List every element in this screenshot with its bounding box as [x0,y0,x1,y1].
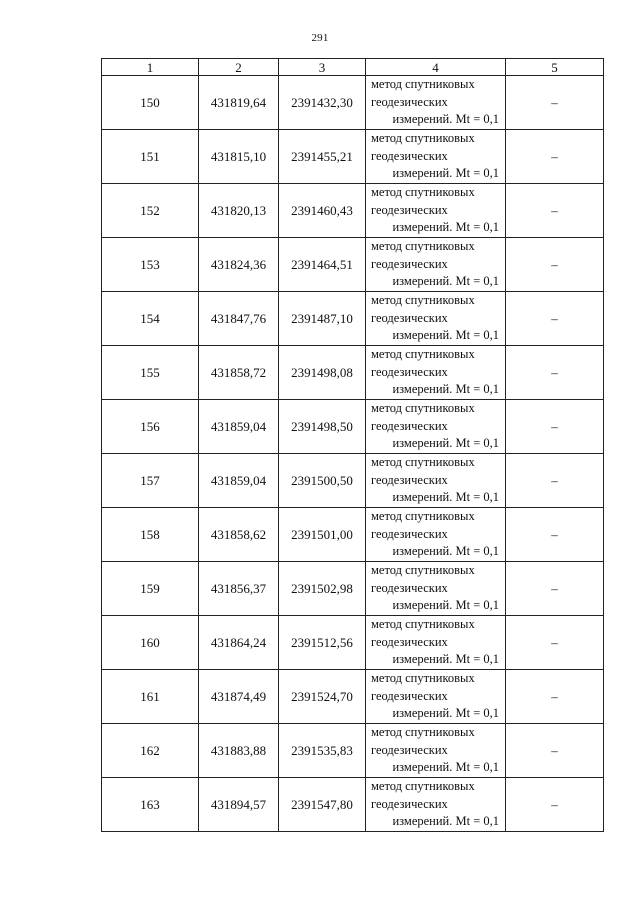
table-row [102,76,604,130]
note-cell: – [506,292,604,346]
table-header-row [102,59,604,76]
method-line-1: метод спутниковых [371,455,475,470]
note-cell: – [506,454,604,508]
method-line-2: геодезических [371,472,448,487]
table-row [102,238,604,292]
point-number-cell: 156 [102,400,199,454]
method-cell [366,724,506,778]
note-cell: – [506,76,604,130]
column-header-2: 2 [199,59,279,76]
method-cell [366,184,506,238]
method-cell [366,778,506,832]
method-line-1: метод спутниковых [371,617,475,632]
page-number: 291 [311,32,329,44]
method-line-2: геодезических [371,364,448,379]
method-line-2: геодезических [371,94,448,109]
method-cell [366,292,506,346]
point-number-cell: 153 [102,238,199,292]
method-line-3: измерений. Mt = 0,1 [392,544,499,559]
method-line-3: измерений. Mt = 0,1 [392,220,499,235]
coordinates-table [101,58,604,832]
method-line-3: измерений. Mt = 0,1 [392,706,499,721]
table-row [102,454,604,508]
x-coordinate-cell: 431824,36 [199,238,279,292]
y-coordinate-cell: 2391512,56 [279,616,366,670]
x-coordinate-cell: 431894,57 [199,778,279,832]
table-row [102,616,604,670]
y-coordinate-cell: 2391487,10 [279,292,366,346]
point-number-cell: 150 [102,76,199,130]
x-coordinate-cell: 431883,88 [199,724,279,778]
x-coordinate-cell: 431864,24 [199,616,279,670]
point-number-cell: 160 [102,616,199,670]
x-coordinate-cell: 431859,04 [199,454,279,508]
method-line-3: измерений. Mt = 0,1 [392,760,499,775]
x-coordinate-cell: 431874,49 [199,670,279,724]
note-cell: – [506,238,604,292]
method-line-1: метод спутниковых [371,347,475,362]
method-cell [366,670,506,724]
point-number-cell: 154 [102,292,199,346]
y-coordinate-cell: 2391501,00 [279,508,366,562]
method-line-1: метод спутниковых [371,77,475,92]
x-coordinate-cell: 431856,37 [199,562,279,616]
table-row [102,724,604,778]
y-coordinate-cell: 2391455,21 [279,130,366,184]
note-cell: – [506,670,604,724]
point-number-cell: 162 [102,724,199,778]
method-line-2: геодезических [371,202,448,217]
method-line-1: метод спутниковых [371,239,475,254]
note-cell: – [506,346,604,400]
note-cell: – [506,616,604,670]
table-row [102,400,604,454]
point-number-cell: 158 [102,508,199,562]
note-cell: – [506,724,604,778]
method-line-2: геодезических [371,148,448,163]
column-header-3: 3 [279,59,366,76]
point-number-cell: 157 [102,454,199,508]
note-cell: – [506,400,604,454]
method-line-2: геодезических [371,580,448,595]
method-line-1: метод спутниковых [371,725,475,740]
method-line-2: геодезических [371,418,448,433]
y-coordinate-cell: 2391500,50 [279,454,366,508]
table-row [102,508,604,562]
y-coordinate-cell: 2391535,83 [279,724,366,778]
point-number-cell: 159 [102,562,199,616]
y-coordinate-cell: 2391464,51 [279,238,366,292]
y-coordinate-cell: 2391498,50 [279,400,366,454]
table-row [102,292,604,346]
method-line-2: геодезических [371,634,448,649]
method-line-1: метод спутниковых [371,779,475,794]
method-cell [366,76,506,130]
point-number-cell: 163 [102,778,199,832]
method-cell [366,238,506,292]
method-line-1: метод спутниковых [371,563,475,578]
method-line-3: измерений. Mt = 0,1 [392,652,499,667]
point-number-cell: 155 [102,346,199,400]
point-number-cell: 161 [102,670,199,724]
method-line-3: измерений. Mt = 0,1 [392,814,499,829]
column-header-1: 1 [102,59,199,76]
method-line-1: метод спутниковых [371,509,475,524]
point-number-cell: 152 [102,184,199,238]
x-coordinate-cell: 431858,62 [199,508,279,562]
method-line-3: измерений. Mt = 0,1 [392,274,499,289]
method-cell [366,616,506,670]
method-cell [366,346,506,400]
table-row [102,562,604,616]
x-coordinate-cell: 431820,13 [199,184,279,238]
x-coordinate-cell: 431815,10 [199,130,279,184]
table-row [102,184,604,238]
method-line-1: метод спутниковых [371,185,475,200]
y-coordinate-cell: 2391524,70 [279,670,366,724]
table-row [102,778,604,832]
method-cell [366,400,506,454]
method-line-2: геодезических [371,742,448,757]
method-line-3: измерений. Mt = 0,1 [392,490,499,505]
method-line-3: измерений. Mt = 0,1 [392,112,499,127]
method-line-1: метод спутниковых [371,401,475,416]
method-line-3: измерений. Mt = 0,1 [392,166,499,181]
table-row [102,670,604,724]
y-coordinate-cell: 2391432,30 [279,76,366,130]
method-line-3: измерений. Mt = 0,1 [392,382,499,397]
table-body [102,59,604,832]
method-line-3: измерений. Mt = 0,1 [392,436,499,451]
note-cell: – [506,778,604,832]
x-coordinate-cell: 431859,04 [199,400,279,454]
x-coordinate-cell: 431858,72 [199,346,279,400]
method-line-1: метод спутниковых [371,671,475,686]
method-line-2: геодезических [371,310,448,325]
column-header-5: 5 [506,59,604,76]
x-coordinate-cell: 431847,76 [199,292,279,346]
note-cell: – [506,508,604,562]
method-cell [366,508,506,562]
point-number-cell: 151 [102,130,199,184]
note-cell: – [506,562,604,616]
y-coordinate-cell: 2391502,98 [279,562,366,616]
method-line-2: геодезических [371,526,448,541]
y-coordinate-cell: 2391498,08 [279,346,366,400]
x-coordinate-cell: 431819,64 [199,76,279,130]
method-line-2: геодезических [371,688,448,703]
column-header-4: 4 [366,59,506,76]
method-cell [366,562,506,616]
method-line-3: измерений. Mt = 0,1 [392,598,499,613]
y-coordinate-cell: 2391460,43 [279,184,366,238]
method-line-2: геодезических [371,256,448,271]
method-line-1: метод спутниковых [371,293,475,308]
note-cell: – [506,130,604,184]
method-cell [366,130,506,184]
method-line-1: метод спутниковых [371,131,475,146]
y-coordinate-cell: 2391547,80 [279,778,366,832]
note-cell: – [506,184,604,238]
table-row [102,130,604,184]
method-line-3: измерений. Mt = 0,1 [392,328,499,343]
table-row [102,346,604,400]
method-cell [366,454,506,508]
method-line-2: геодезических [371,796,448,811]
